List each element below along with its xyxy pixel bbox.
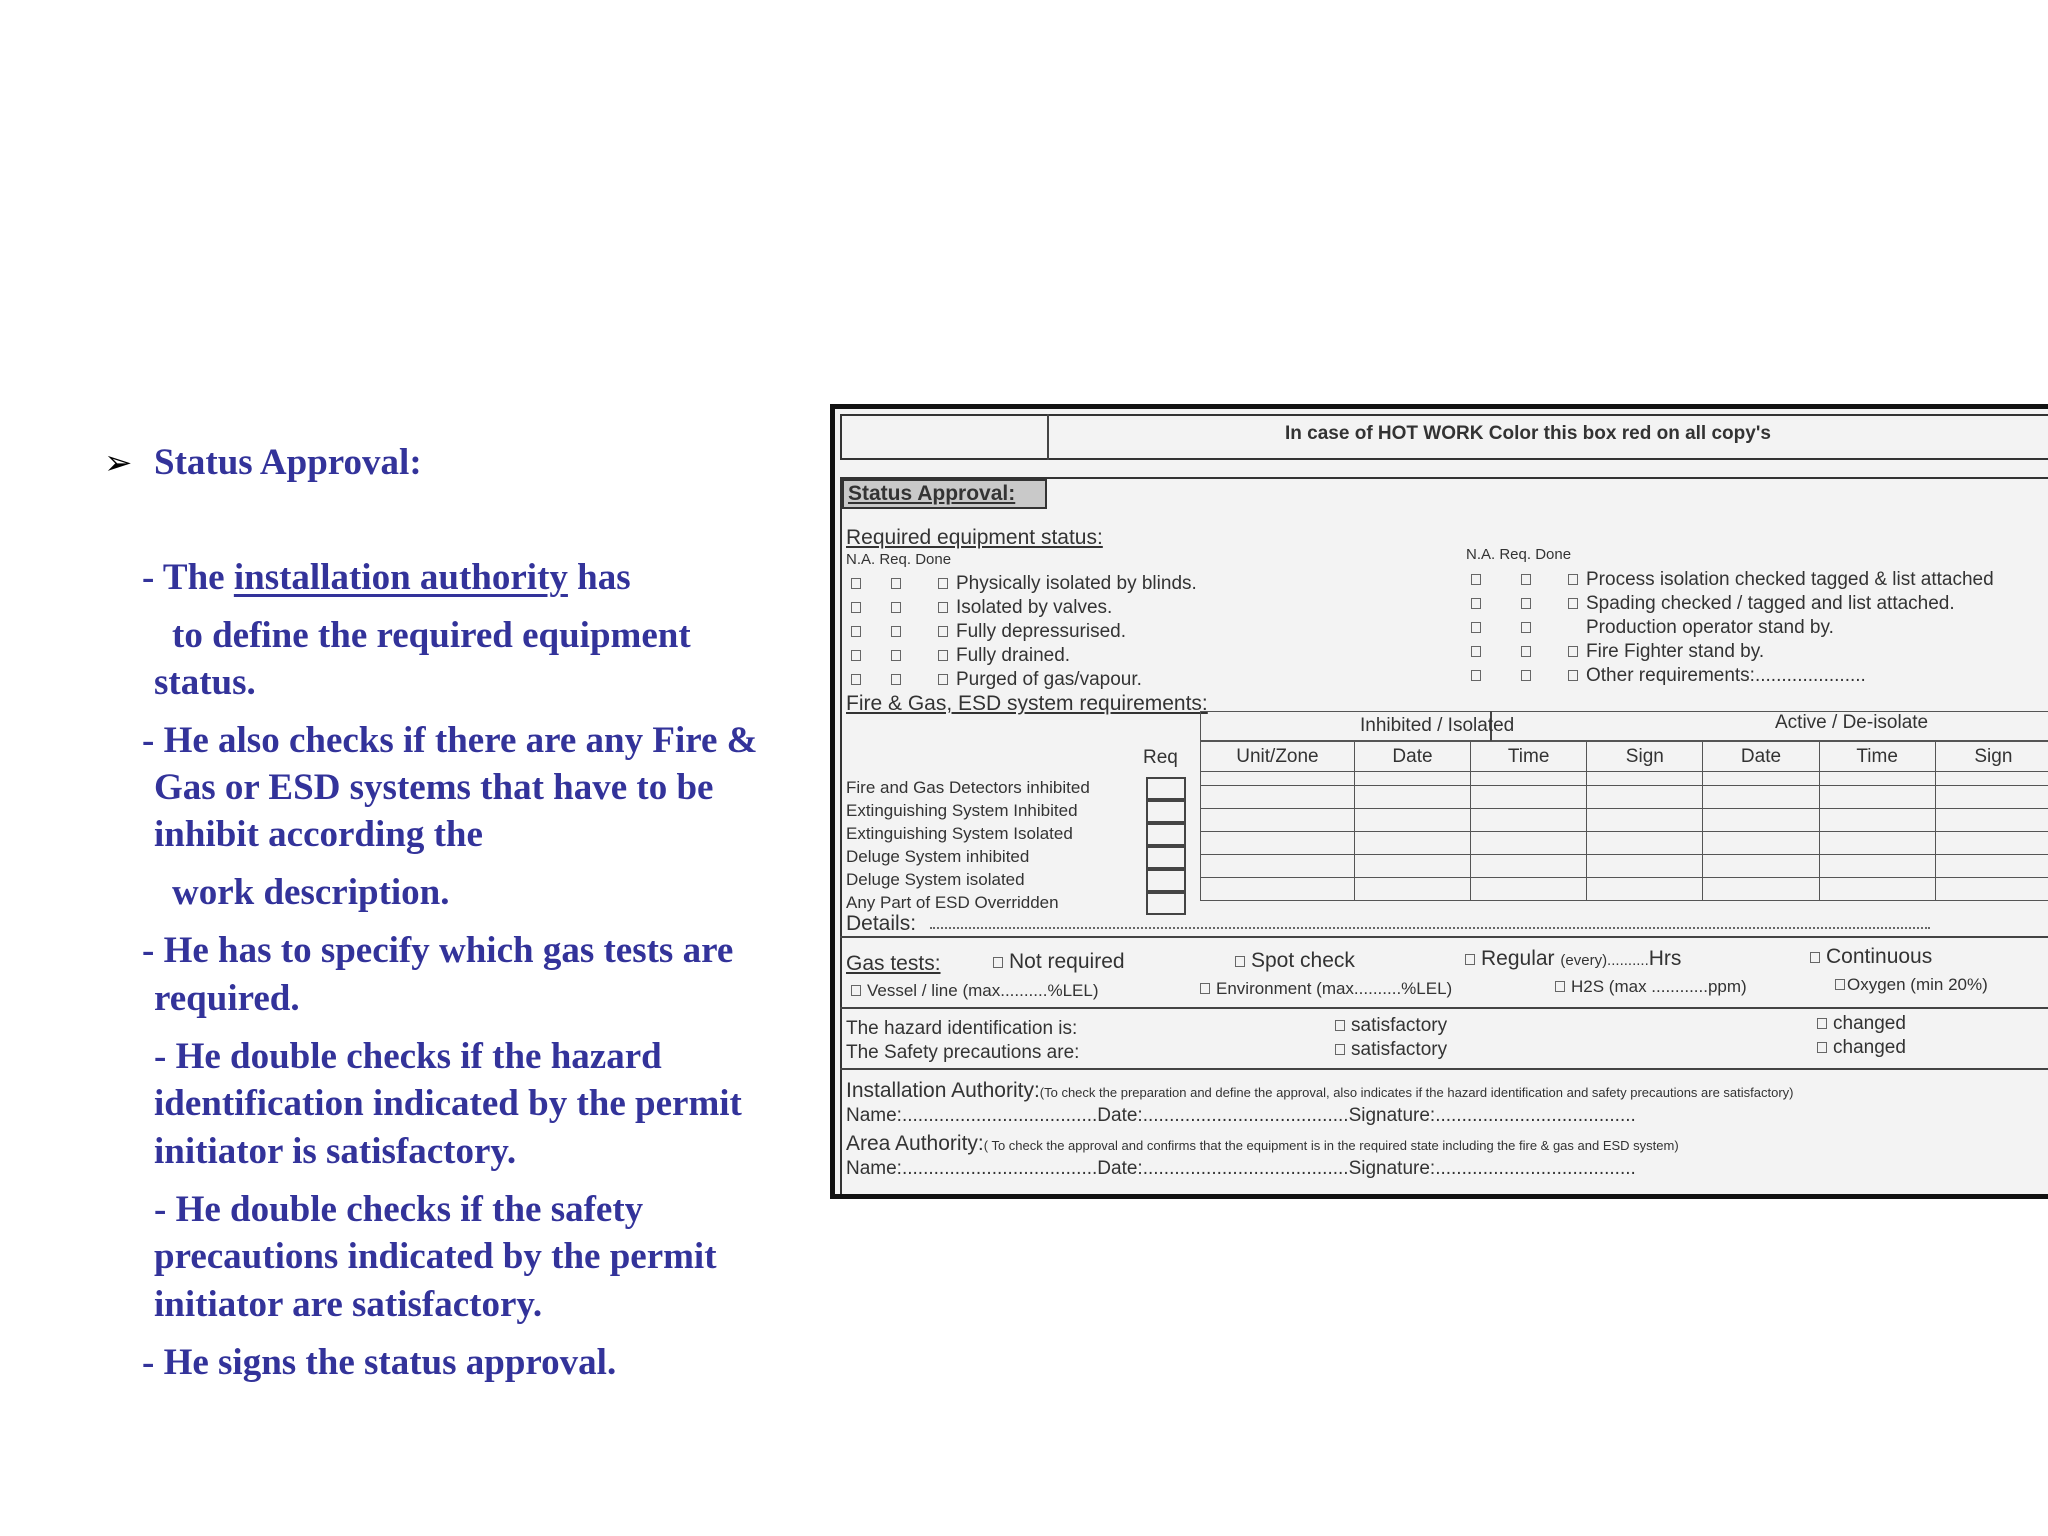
- installation-authority-row: [846, 1079, 1794, 1103]
- checkbox[interactable]: [1817, 1018, 1827, 1029]
- p1-suffix: has: [567, 557, 631, 598]
- checkbox[interactable]: [1521, 574, 1531, 585]
- paragraph-5-line-1: - He double checks if the safety: [154, 1189, 644, 1230]
- table-row: [1201, 832, 2048, 855]
- checkbox[interactable]: [1471, 646, 1481, 657]
- item-label: Fully depressurised.: [956, 621, 1127, 642]
- checkbox[interactable]: [993, 957, 1003, 968]
- checkbox[interactable]: [1521, 598, 1531, 609]
- details-label: Details:: [846, 912, 917, 935]
- checkbox[interactable]: [1568, 598, 1578, 609]
- paragraph-4-line-1: - He double checks if the hazard: [154, 1036, 662, 1077]
- not-required-option[interactable]: [993, 950, 1125, 974]
- checkbox[interactable]: [1835, 979, 1845, 990]
- checkbox[interactable]: [1568, 574, 1578, 585]
- checkbox[interactable]: [1521, 670, 1531, 681]
- oxygen-option[interactable]: [1835, 975, 1988, 995]
- safety-prec-label: The Safety precautions are:: [846, 1042, 1080, 1063]
- item-label: Process isolation checked tagged & list attached: [1586, 569, 1994, 590]
- hazard-satisfactory[interactable]: [1335, 1015, 1447, 1037]
- h2s-option[interactable]: [1555, 977, 1747, 997]
- paragraph-2-line-3: inhibit according the: [154, 814, 483, 855]
- checkbox[interactable]: [1335, 1044, 1345, 1055]
- option-label: changed: [1833, 1013, 1906, 1034]
- status-approval-tab: Status Approval:: [842, 479, 1047, 509]
- name-field[interactable]: Name:.....................................: [846, 1105, 1098, 1126]
- hot-work-note: In case of HOT WORK Color this box red on all copy's: [1285, 423, 1771, 444]
- col-date-2: Date: [1703, 742, 1819, 772]
- req-header: Req: [1143, 747, 1178, 768]
- continuous-option[interactable]: [1810, 945, 1932, 969]
- paragraph-2-line-2: Gas or ESD systems that have to be: [154, 767, 714, 808]
- paragraph-3-line-2: required.: [154, 978, 300, 1019]
- checkbox[interactable]: [1471, 670, 1481, 681]
- item-label: Isolated by valves.: [956, 597, 1113, 618]
- item-label: Other requirements:.....................: [1586, 665, 1866, 686]
- paragraph-6-line-1: - He signs the status approval.: [142, 1342, 617, 1383]
- checkbox[interactable]: [891, 602, 901, 613]
- checkbox[interactable]: [851, 602, 861, 613]
- hazard-ident-label: The hazard identification is:: [846, 1018, 1078, 1039]
- installation-authority-note: (To check the preparation and define the approval, also indicates if the hazard identification and safety precautions are satisfactory): [1039, 1085, 1794, 1100]
- option-label: satisfactory: [1351, 1039, 1448, 1060]
- left-col-headers: N.A. Req. Done: [846, 551, 952, 568]
- req-checkbox[interactable]: [1146, 892, 1186, 915]
- p1-prefix: - The: [142, 557, 234, 598]
- col-unit-zone: Unit/Zone: [1201, 742, 1355, 772]
- details-dotted-line: [930, 927, 1930, 929]
- paragraph-4-line-3: initiator is satisfactory.: [154, 1131, 517, 1172]
- checkbox[interactable]: [938, 650, 948, 661]
- right-item-2: [1471, 593, 1994, 617]
- name-field[interactable]: Name:.....................................: [846, 1158, 1098, 1179]
- checkbox[interactable]: [1817, 1042, 1827, 1053]
- checkbox[interactable]: [938, 602, 948, 613]
- col-sign: Sign: [1587, 742, 1703, 772]
- date-field[interactable]: Date:.......................................: [1097, 1105, 1349, 1126]
- checkbox[interactable]: [851, 674, 861, 685]
- active-deisolate-header: Active / De-isolate: [1775, 712, 1929, 733]
- inhibited-isolated-header: Inhibited / Isolated: [1360, 715, 1515, 736]
- table-spacer-row: [1201, 772, 2048, 786]
- right-checklist: [1471, 569, 1994, 689]
- option-label: Oxygen (min 20%): [1847, 975, 1988, 994]
- fg-row-label: Deluge System isolated: [846, 870, 1025, 889]
- checkbox[interactable]: [1810, 952, 1820, 963]
- left-checklist: [851, 573, 1197, 693]
- right-col-headers: N.A. Req. Done: [1466, 546, 1572, 563]
- paragraph-1-line-1: [142, 556, 631, 600]
- option-label: Spot check: [1251, 949, 1355, 972]
- checkbox[interactable]: [1465, 954, 1475, 965]
- checkbox[interactable]: [1555, 981, 1565, 992]
- fg-row-label: Deluge System inhibited: [846, 847, 1030, 866]
- checkbox[interactable]: [891, 650, 901, 661]
- col-date: Date: [1354, 742, 1470, 772]
- required-equipment-title: Required equipment status:: [846, 526, 1103, 549]
- option-label: Vessel / line (max..........%LEL): [867, 981, 1099, 1000]
- table-row: [1201, 855, 2048, 878]
- checkbox[interactable]: [891, 578, 901, 589]
- regular-every: (every)..........: [1560, 952, 1649, 969]
- area-authority-row: [846, 1132, 1679, 1156]
- option-label: Not required: [1009, 950, 1125, 973]
- right-item-1: [1471, 569, 1994, 593]
- paragraph-2-line-4: work description.: [172, 872, 450, 913]
- bullet-arrow-icon: ➢: [104, 443, 133, 483]
- right-item-3: [1471, 617, 1994, 641]
- environment-option[interactable]: [1200, 979, 1452, 999]
- regular-option[interactable]: [1465, 947, 1681, 971]
- vessel-line-option[interactable]: [851, 981, 1098, 1001]
- hazard-changed[interactable]: [1817, 1013, 1906, 1035]
- item-label: Fully drained.: [956, 645, 1071, 666]
- req-checkbox[interactable]: [1146, 869, 1186, 892]
- right-item-4: [1471, 641, 1994, 665]
- date-field[interactable]: Date:.......................................: [1097, 1158, 1349, 1179]
- installation-authority-label: Installation Authority:: [846, 1079, 1040, 1102]
- safety-satisfactory[interactable]: [1335, 1039, 1447, 1061]
- gas-tests-label: Gas tests:: [846, 952, 941, 975]
- left-item-2: [851, 597, 1197, 621]
- col-time-2: Time: [1819, 742, 1935, 772]
- item-label: Physically isolated by blinds.: [956, 573, 1197, 594]
- table-row: [1201, 878, 2048, 901]
- paragraph-4-line-2: identification indicated by the permit: [154, 1083, 742, 1124]
- fg-row-label: Extinguishing System Isolated: [846, 824, 1073, 843]
- option-label: Regular: [1481, 947, 1555, 970]
- option-label: Continuous: [1826, 945, 1933, 968]
- permit-form-image: [830, 404, 2048, 1199]
- fg-row-label: Fire and Gas Detectors inhibited: [846, 778, 1090, 797]
- checkbox[interactable]: [851, 578, 861, 589]
- item-label: Fire Fighter stand by.: [1586, 641, 1765, 662]
- paragraph-1-line-2: to define the required equipment: [172, 615, 691, 656]
- table-row: [1201, 809, 2048, 832]
- installation-name-line: [846, 1105, 1636, 1127]
- checkbox[interactable]: [851, 626, 861, 637]
- checkbox[interactable]: [1521, 646, 1531, 657]
- item-label: Production operator stand by.: [1586, 617, 1834, 638]
- right-item-5: [1471, 665, 1994, 689]
- fire-gas-row-labels: [846, 776, 1090, 914]
- option-label: changed: [1833, 1037, 1906, 1058]
- checkbox[interactable]: [1568, 646, 1578, 657]
- area-name-line: [846, 1158, 1636, 1180]
- slide-heading: Status Approval:: [154, 442, 422, 483]
- installation-authority-link[interactable]: installation authority: [233, 557, 568, 598]
- req-checkbox[interactable]: [1146, 823, 1186, 846]
- paragraph-3-line-1: - He has to specify which gas tests are: [142, 930, 734, 971]
- option-label: H2S (max ............ppm): [1571, 977, 1747, 996]
- checkbox[interactable]: [1471, 574, 1481, 585]
- area-authority-note: ( To check the approval and confirms that the equipment is in the required state including the fire & gas and ESD system): [983, 1138, 1679, 1153]
- regular-hrs: Hrs: [1648, 947, 1682, 970]
- paragraph-2-line-1: - He also checks if there are any Fire &: [142, 720, 758, 761]
- item-label: Spading checked / tagged and list attached.: [1586, 593, 1955, 614]
- option-label: Environment (max..........%LEL): [1216, 979, 1453, 998]
- fg-row-label: Extinguishing System Inhibited: [846, 801, 1078, 820]
- paragraph-5-line-2: precautions indicated by the permit: [154, 1236, 717, 1277]
- checkbox[interactable]: [891, 674, 901, 685]
- checkbox[interactable]: [891, 626, 901, 637]
- checkbox[interactable]: [1200, 983, 1210, 994]
- checkbox[interactable]: [1521, 622, 1531, 633]
- req-checkbox[interactable]: [1146, 777, 1186, 800]
- checkbox[interactable]: [1568, 670, 1578, 681]
- signature-field[interactable]: Signature:......................................: [1348, 1105, 1636, 1126]
- checkbox[interactable]: [851, 650, 861, 661]
- paragraph-1-line-3: status.: [154, 662, 256, 703]
- req-checkbox[interactable]: [1146, 800, 1186, 823]
- table-header-row: [1201, 742, 2048, 772]
- left-item-4: [851, 645, 1197, 669]
- left-item-3: [851, 621, 1197, 645]
- table-row: [1201, 786, 2048, 809]
- checkbox[interactable]: [1471, 598, 1481, 609]
- fg-row-label: Any Part of ESD Overridden: [846, 893, 1059, 912]
- checkbox[interactable]: [1335, 1020, 1345, 1031]
- checkbox[interactable]: [938, 674, 948, 685]
- spot-check-option[interactable]: [1235, 949, 1355, 973]
- left-item-5: [851, 669, 1197, 693]
- fire-gas-table: [1200, 741, 2048, 901]
- safety-changed[interactable]: [1817, 1037, 1906, 1059]
- left-item-1: [851, 573, 1197, 597]
- paragraph-5-line-3: initiator are satisfactory.: [154, 1284, 543, 1325]
- col-time: Time: [1471, 742, 1587, 772]
- signature-field[interactable]: Signature:......................................: [1348, 1158, 1636, 1179]
- checkbox[interactable]: [1235, 956, 1245, 967]
- area-authority-label: Area Authority:: [846, 1132, 984, 1155]
- option-label: satisfactory: [1351, 1015, 1448, 1036]
- checkbox[interactable]: [938, 578, 948, 589]
- checkbox[interactable]: [938, 626, 948, 637]
- col-sign-2: Sign: [1935, 742, 2048, 772]
- checkbox[interactable]: [851, 985, 861, 996]
- fire-gas-title: Fire & Gas, ESD system requirements:: [846, 692, 1208, 715]
- req-checkbox[interactable]: [1146, 846, 1186, 869]
- checkbox[interactable]: [1471, 622, 1481, 633]
- item-label: Purged of gas/vapour.: [956, 669, 1142, 690]
